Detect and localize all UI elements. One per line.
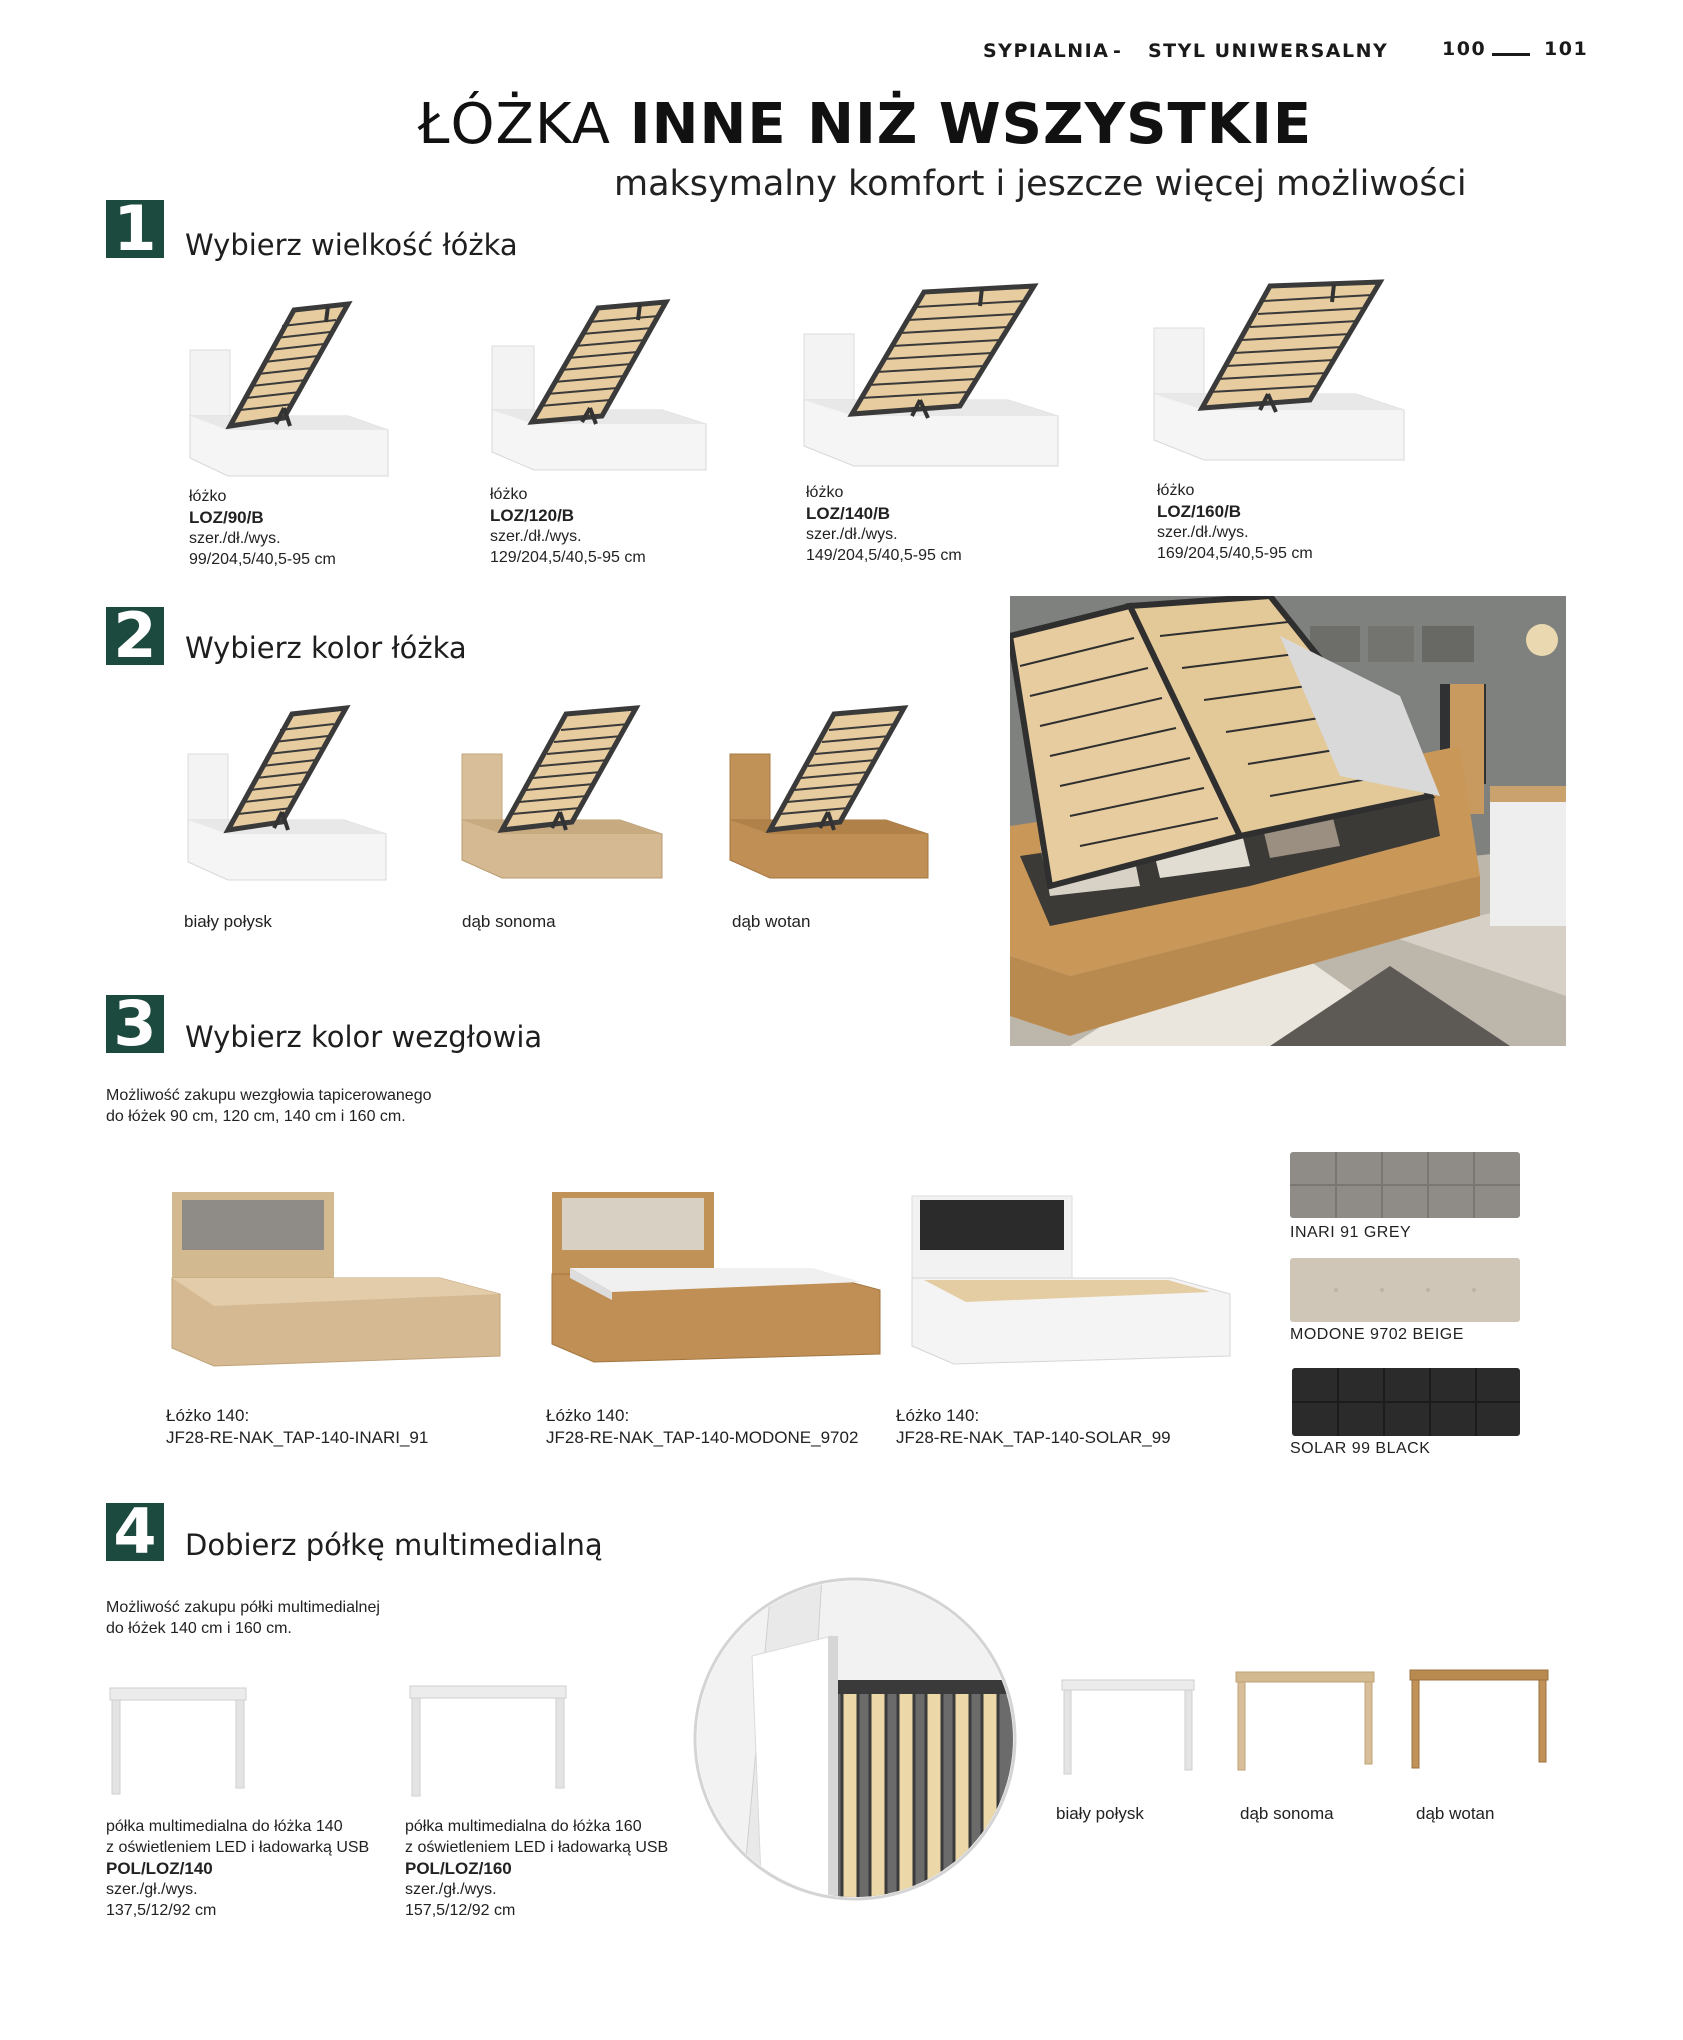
page-title-light: ŁÓŻKA — [418, 92, 611, 157]
size-2-caption — [490, 484, 646, 568]
shelf-color-white-label: biały połysk — [1056, 1804, 1144, 1823]
size-1-code: LOZ/90/B — [189, 508, 264, 527]
step-4-title: Dobierz półkę multimedialną — [185, 1528, 603, 1562]
size-4-dims-label: szer./dł./wys. — [1157, 524, 1249, 541]
step-1-title: Wybierz wielkość łóżka — [185, 228, 518, 262]
size-1-caption — [189, 486, 336, 570]
size-3-dims-label: szer./dł./wys. — [806, 526, 898, 543]
bed-image-loz120 — [490, 298, 708, 476]
bed-color-wotan-image — [728, 704, 930, 882]
bed-image-loz140 — [802, 282, 1060, 472]
step-3-title: Wybierz kolor wezgłowia — [185, 1020, 543, 1054]
shelf-140-line-1: półka multimedialna do łóżka 140 — [106, 1818, 343, 1835]
headboard-bed-inari-image — [170, 1188, 502, 1368]
shelf-160-caption — [405, 1816, 668, 1921]
bed-color-wotan-label: dąb wotan — [732, 912, 811, 931]
shelf-color-wotan-image — [1408, 1666, 1550, 1770]
step-2-badge: 2 — [106, 607, 164, 665]
fabric-label-inari-grey: INARI 91 GREY — [1290, 1224, 1412, 1241]
shelf-140-image — [108, 1684, 248, 1796]
step-4-badge: 4 — [106, 1503, 164, 1561]
shelf-color-white-image — [1060, 1676, 1196, 1776]
page-number-separator — [1492, 53, 1530, 56]
bed-image-loz160 — [1152, 278, 1406, 466]
bedroom-photo — [1010, 596, 1566, 1046]
category-label: STYL UNIWERSALNY — [1148, 40, 1389, 62]
headboard-bed-modone-image — [550, 1188, 882, 1364]
fabric-swatch-inari-grey — [1290, 1152, 1520, 1218]
headboard-note-line-1: Możliwość zakupu wezgłowia tapicerowanego — [106, 1087, 432, 1104]
shelf-160-line-1: półka multimedialna do łóżka 160 — [405, 1818, 642, 1835]
size-3-code: LOZ/140/B — [806, 504, 891, 523]
headboard-bed-inari-code: JF28-RE-NAK_TAP-140-INARI_91 — [166, 1428, 429, 1447]
bed-color-sonoma-image — [460, 704, 664, 882]
bed-color-white-label: biały połysk — [184, 912, 272, 931]
section-label: SYPIALNIA — [983, 40, 1110, 62]
page-title-bold: INNE NIŻ WSZYSTKIE — [629, 92, 1313, 157]
size-4-dims: 169/204,5/40,5-95 cm — [1157, 545, 1313, 562]
bed-image-loz90 — [188, 298, 392, 480]
page-number-right: 101 — [1544, 38, 1589, 60]
shelf-color-sonoma-label: dąb sonoma — [1240, 1804, 1334, 1823]
shelf-160-line-2: z oświetleniem LED i ładowarką USB — [405, 1839, 669, 1856]
shelf-note-line-2: do łóżek 140 cm i 160 cm. — [106, 1620, 292, 1637]
step-2-title: Wybierz kolor łóżka — [185, 631, 467, 665]
shelf-color-sonoma-image — [1234, 1668, 1376, 1772]
headboard-bed-inari-label: Łóżko 140: — [166, 1406, 250, 1425]
headboard-note — [106, 1085, 432, 1127]
shelf-color-wotan-label: dąb wotan — [1416, 1804, 1495, 1823]
headboard-bed-solar-code: JF28-RE-NAK_TAP-140-SOLAR_99 — [896, 1428, 1171, 1447]
fabric-swatch-modone-beige — [1290, 1258, 1520, 1322]
shelf-160-image — [408, 1682, 568, 1798]
size-2-code: LOZ/120/B — [490, 506, 575, 525]
size-3-caption — [806, 482, 962, 566]
size-4-type: łóżko — [1157, 482, 1195, 499]
size-1-dims: 99/204,5/40,5-95 cm — [189, 551, 336, 568]
page-title — [418, 92, 1312, 157]
step-1-badge: 1 — [106, 200, 164, 258]
page-number-left: 100 — [1442, 38, 1487, 60]
shelf-140-code: POL/LOZ/140 — [106, 1859, 213, 1878]
shelf-160-dims-label: szer./gł./wys. — [405, 1881, 497, 1898]
fabric-swatch-solar-black — [1292, 1368, 1520, 1436]
fabric-label-solar-black: SOLAR 99 BLACK — [1290, 1440, 1431, 1457]
fabric-label-modone-beige: MODONE 9702 BEIGE — [1290, 1326, 1464, 1343]
headboard-note-line-2: do łóżek 90 cm, 120 cm, 140 cm i 160 cm. — [106, 1108, 406, 1125]
size-2-dims-label: szer./dł./wys. — [490, 528, 582, 545]
shelf-detail-circle — [692, 1576, 1018, 1902]
bed-color-sonoma-label: dąb sonoma — [462, 912, 556, 931]
size-4-code: LOZ/160/B — [1157, 502, 1242, 521]
size-2-type: łóżko — [490, 486, 528, 503]
shelf-140-dims: 137,5/12/92 cm — [106, 1902, 217, 1919]
headboard-bed-modone-label: Łóżko 140: — [546, 1406, 630, 1425]
size-4-caption — [1157, 480, 1313, 564]
size-1-type: łóżko — [189, 488, 227, 505]
size-3-dims: 149/204,5/40,5-95 cm — [806, 547, 962, 564]
headboard-bed-modone-code: JF28-RE-NAK_TAP-140-MODONE_9702 — [546, 1428, 859, 1447]
header-dash: - — [1113, 40, 1123, 62]
shelf-140-line-2: z oświetleniem LED i ładowarką USB — [106, 1839, 370, 1856]
shelf-140-dims-label: szer./gł./wys. — [106, 1881, 198, 1898]
step-3-badge: 3 — [106, 995, 164, 1053]
headboard-bed-solar-image — [910, 1192, 1232, 1368]
shelf-140-caption — [106, 1816, 369, 1921]
size-3-type: łóżko — [806, 484, 844, 501]
shelf-160-code: POL/LOZ/160 — [405, 1859, 512, 1878]
shelf-note-line-1: Możliwość zakupu półki multimedialnej — [106, 1599, 380, 1616]
shelf-note — [106, 1597, 380, 1639]
page-subtitle: maksymalny komfort i jeszcze więcej możliwości — [614, 164, 1467, 204]
shelf-160-dims: 157,5/12/92 cm — [405, 1902, 516, 1919]
bed-color-white-image — [186, 704, 388, 884]
size-2-dims: 129/204,5/40,5-95 cm — [490, 549, 646, 566]
headboard-bed-solar-label: Łóżko 140: — [896, 1406, 980, 1425]
size-1-dims-label: szer./dł./wys. — [189, 530, 281, 547]
